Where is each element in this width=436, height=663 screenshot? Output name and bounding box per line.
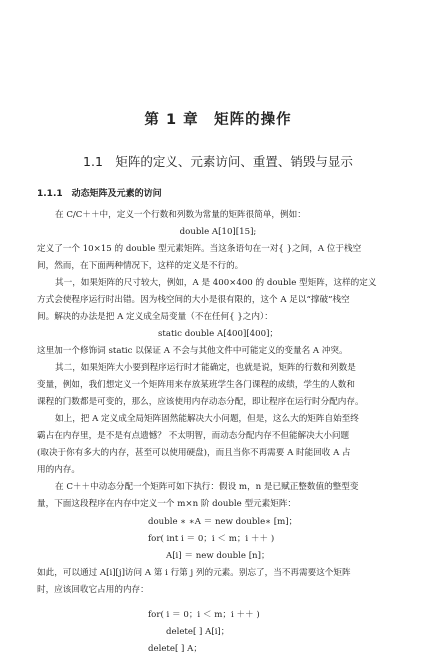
paragraph-line: 课程的门数都是可变的，那么，应该使用内存动态分配，即让程序在运行时分配内存。 [37,397,364,407]
paragraph-line: (取决于你有多大的内存，甚至可以使用硬盘)，而且当你不再需要 A 时能回收 A 占 [37,448,351,458]
paragraph-line: 其二，如果矩阵大小要到程序运行时才能确定，也就是说，矩阵的行数和列数是 [55,363,356,373]
code-line: for( i ＝ 0；i ＜ m；i ＋＋ ) [148,610,260,620]
paragraph-line: 间，然而，在下面两种情况下，这样的定义是不行的。 [37,261,244,271]
paragraph-line: 这里加一个修饰词 static 以保证 A 不会与其他文件中可能定义的变量名 A 冲突。 [37,346,348,356]
code-line: double A[10][15]; [179,227,257,237]
code-line: delete[ ] A[i]； [166,627,230,637]
paragraph-line: 量，下面这段程序在内存中定义一个 m×n 阶 double 型元素矩阵： [37,499,297,509]
code-line: for( int i ＝ 0；i ＜ m；i ＋＋ ) [148,534,275,544]
paragraph-line: 方式会使程序运行时出错。因为栈空间的大小是很有限的，这个 A 足以“撑破”栈空 [37,295,350,305]
section-title: 1.1 矩阵的定义、元素访问、重置、销毁与显示 [83,154,353,169]
code-line: double ∗ ∗A ＝ new double∗ [m]； [148,517,298,527]
paragraph-line: 用的内存。 [37,465,80,475]
paragraph-line: 如此，可以通过 A[i][j]访问 A 第 i 行第 j 列的元素。别忘了，当不再需要这个矩阵 [37,568,351,578]
paragraph-line: 霸占在内存里，是不是有点遗憾？ 不太明智，而动态分配内存不但能解决大小问题 [37,431,350,441]
paragraph-line: 在 C/C＋＋中，定义一个行数和列数为常量的矩阵很简单，例如： [55,210,306,220]
subsection-title: 1.1.1 动态矩阵及元素的访问 [37,189,162,199]
code-line: static double A[400][400]； [157,329,279,339]
paragraph-line: 其一，如果矩阵的尺寸较大，例如，A 是 400×400 的 double 型矩阵，这样的定义 [55,278,377,288]
paragraph-line: 变量，例如，我们想定义一个矩阵用来存放某班学生各门课程的成绩，学生的人数和 [37,380,355,390]
paragraph-line: 如上，把 A 定义成全局矩阵固然能解决大小问题，但是，这么大的矩阵自始至终 [55,414,359,424]
code-line: delete[ ] A； [148,644,202,654]
paragraph-line: 间。解决的办法是把 A 定义成全局变量（不在任何{ }之内）： [37,312,273,322]
paragraph-line: 在 C＋＋中动态分配一个矩阵可如下执行：假设 m，n 是已赋正整数值的整型变 [55,482,359,492]
paragraph-line: 定义了一个 10×15 的 double 型元素矩阵。当这条语句在一对{ }之间，A 位于栈空 [37,244,362,254]
paragraph-line: 时，应该回收它占用的内存： [37,585,149,595]
code-line: A[i] ＝ new double [n]； [166,551,270,561]
chapter-title: 第 1 章 矩阵的操作 [144,112,292,128]
